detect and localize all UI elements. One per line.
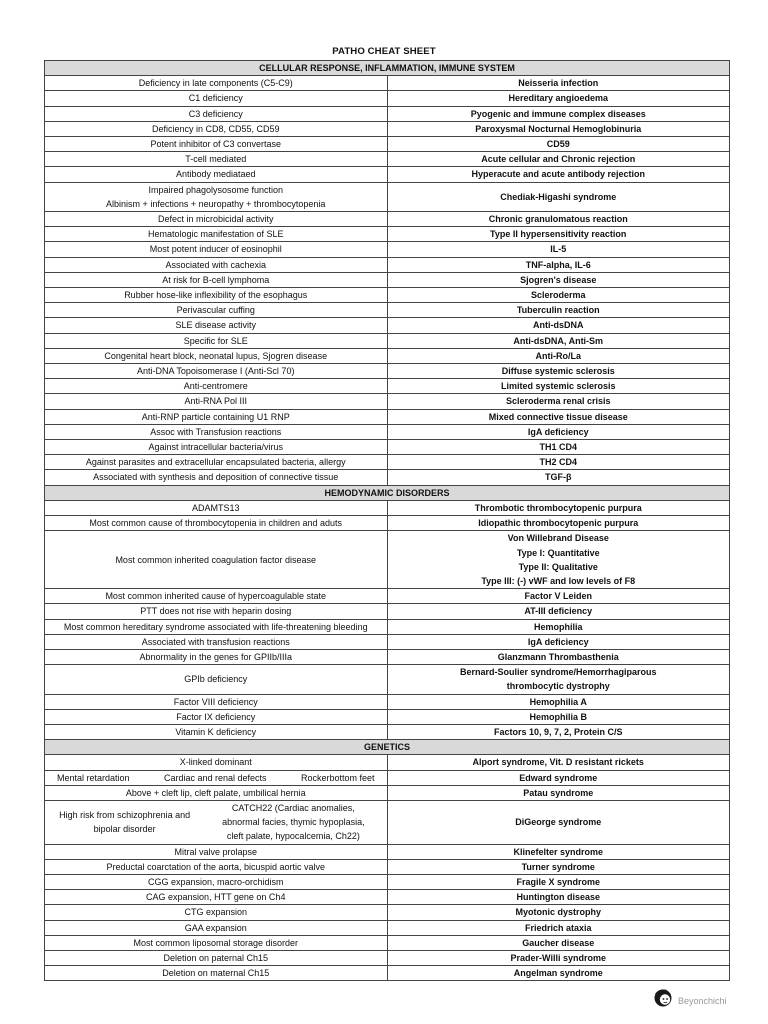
cell-line: Cardiac and renal defects [163, 772, 267, 783]
table-row [45, 709, 730, 724]
cell-line: Chronic granulomatous reaction [488, 214, 628, 225]
cell-line: Anti-RNA Pol III [184, 396, 248, 407]
row-term [45, 724, 388, 739]
cell-line: Above + cleft lip, cleft palate, umbilical hernia [125, 787, 306, 798]
row-term [45, 844, 388, 859]
row-answer [387, 859, 730, 874]
row-answer [387, 935, 730, 950]
cell-line: Scleroderma [530, 290, 586, 301]
row-answer [387, 649, 730, 664]
cell-line: Prader-Willi syndrome [510, 952, 606, 963]
row-term [45, 935, 388, 950]
table-row [45, 227, 730, 242]
cell-line: At risk for B-cell lymphoma [162, 274, 270, 285]
section-heading: HEMODYNAMIC DISORDERS [45, 485, 730, 500]
table-row [45, 272, 730, 287]
table-row [45, 500, 730, 515]
table-row [45, 589, 730, 604]
row-term [45, 257, 388, 272]
row-answer [387, 844, 730, 859]
row-term [45, 604, 388, 619]
row-answer [387, 137, 730, 152]
cell-line: Sjogren's disease [520, 274, 597, 285]
cell-line: Huntington disease [516, 892, 600, 903]
cell-line: Paroxysmal Nocturnal Hemoglobinuria [475, 123, 642, 134]
cell-line: Most common cause of thrombocytopenia in children and aduts [89, 518, 343, 529]
row-term [45, 755, 388, 770]
cell-line: Hemophilia [533, 621, 583, 632]
footer-brand [653, 988, 727, 1013]
cell-line: Potent inhibitor of C3 convertase [150, 139, 282, 150]
table-row [45, 364, 730, 379]
row-answer [387, 182, 730, 211]
row-term [45, 424, 388, 439]
cell-line: Anti-centromere [183, 381, 248, 392]
table-row [45, 770, 730, 785]
cell-line: C1 deficiency [188, 93, 243, 104]
cell-line: Albinism + infections + neuropathy + thrombocytopenia [106, 198, 326, 209]
cell-line: thrombocytic dystrophy [506, 681, 610, 692]
table-row [45, 694, 730, 709]
cell-line: Angelman syndrome [513, 968, 603, 979]
cell-line: Specific for SLE [183, 335, 248, 346]
row-answer [387, 121, 730, 136]
cell-line: Acute cellular and Chronic rejection [481, 154, 636, 165]
table-row [45, 905, 730, 920]
row-term [45, 152, 388, 167]
row-answer [387, 348, 730, 363]
cell-line: Idiopathic thrombocytopenic purpura [478, 518, 639, 529]
table-row [45, 455, 730, 470]
cell-line: CTG expansion [184, 907, 248, 918]
table-row [45, 649, 730, 664]
row-term [45, 212, 388, 227]
table-row [45, 890, 730, 905]
cell-line: Associated with cachexia [165, 259, 267, 270]
table-row [45, 288, 730, 303]
row-answer [387, 619, 730, 634]
cell-line: Rockerbottom feet [300, 772, 375, 783]
cell-line: CD59 [546, 139, 570, 150]
table-row [45, 950, 730, 965]
cell-line: Von Willebrand Disease [507, 533, 609, 544]
table-row [45, 440, 730, 455]
table-row [45, 800, 730, 844]
table-row [45, 333, 730, 348]
row-answer [387, 874, 730, 889]
cell-line: T-cell mediated [185, 154, 247, 165]
row-term [45, 409, 388, 424]
row-term [45, 167, 388, 182]
row-term [45, 348, 388, 363]
row-answer [387, 800, 730, 844]
cell-line: High risk from schizophrenia and [59, 810, 191, 821]
cell-line: Deletion on paternal Ch15 [163, 952, 269, 963]
cell-line: Vitamin K deficiency [175, 726, 257, 737]
cell-line: abnormal facies, thymic hypoplasia, [222, 817, 365, 828]
table-row [45, 409, 730, 424]
cell-line: Friedrich ataxia [524, 922, 592, 933]
cell-line: Anti-DNA Topoisomerase I (Anti-Scl 70) [137, 366, 295, 377]
row-term [45, 106, 388, 121]
cell-line: Chediak-Higashi syndrome [500, 191, 617, 202]
row-term [45, 288, 388, 303]
cell-line: Against intracellular bacteria/virus [148, 442, 284, 453]
cell-line: Mitral valve prolapse [174, 846, 258, 857]
row-term [45, 394, 388, 409]
row-term [45, 859, 388, 874]
row-term [45, 227, 388, 242]
cell-line: Anti-Ro/La [535, 350, 581, 361]
row-answer [387, 167, 730, 182]
cartoon-face-logo-icon [653, 988, 675, 1013]
row-term-group [47, 801, 385, 844]
row-term [45, 91, 388, 106]
cell-line: Defect in microbicidal activity [157, 214, 274, 225]
row-term [45, 182, 388, 211]
cell-line: Klinefelter syndrome [513, 846, 604, 857]
row-answer [387, 424, 730, 439]
cell-line: TH1 CD4 [539, 442, 577, 453]
row-term-part [202, 801, 384, 844]
row-answer [387, 724, 730, 739]
row-term [45, 531, 388, 589]
row-answer [387, 770, 730, 785]
table-row [45, 516, 730, 531]
cell-line: Antibody mediataed [175, 169, 256, 180]
cell-line: Type II: Qualitative [518, 561, 598, 572]
cell-line: Limited systemic sclerosis [500, 381, 616, 392]
cell-line: Factor VIII deficiency [173, 696, 258, 707]
row-answer [387, 379, 730, 394]
cell-line: Type II hypersensitivity reaction [490, 229, 627, 240]
cell-line: Congenital heart block, neonatal lupus, Sjogren disease [104, 350, 328, 361]
cell-line: ADAMTS13 [191, 502, 240, 513]
row-answer [387, 604, 730, 619]
table-row [45, 935, 730, 950]
cell-line: CATCH22 (Cardiac anomalies, [231, 802, 355, 813]
row-answer [387, 920, 730, 935]
row-term [45, 242, 388, 257]
table-row [45, 76, 730, 91]
row-answer [387, 364, 730, 379]
table-row [45, 242, 730, 257]
table-row [45, 106, 730, 121]
cell-line: Anti-dsDNA, Anti-Sm [513, 335, 604, 346]
table-row [45, 212, 730, 227]
row-answer [387, 785, 730, 800]
cell-line: Perivascular cuffing [176, 305, 255, 316]
row-term [45, 785, 388, 800]
row-answer [387, 106, 730, 121]
table-row [45, 303, 730, 318]
cell-line: Factor V Leiden [524, 591, 592, 602]
cell-line: Deficiency in CD8, CD55, CD59 [151, 123, 280, 134]
row-answer [387, 950, 730, 965]
cell-line: Deletion on maternal Ch15 [162, 968, 270, 979]
cell-line: PTT does not rise with heparin dosing [140, 606, 292, 617]
cell-line: CAG expansion, HTT gene on Ch4 [146, 892, 286, 903]
row-term [45, 121, 388, 136]
table-row [45, 785, 730, 800]
cell-line: DiGeorge syndrome [515, 817, 602, 828]
row-answer [387, 755, 730, 770]
cell-line: Most common inherited coagulation factor disease [115, 554, 317, 565]
cell-line: Patau syndrome [523, 787, 594, 798]
cell-line: Pyogenic and immune complex diseases [470, 108, 646, 119]
table-row [45, 859, 730, 874]
cell-line: Assoc with Transfusion reactions [150, 426, 282, 437]
table-row [45, 121, 730, 136]
cell-line: Abnormality in the genes for GPIIb/IIIa [139, 651, 293, 662]
table-row [45, 531, 730, 589]
cell-line: C3 deficiency [188, 108, 243, 119]
row-term [45, 333, 388, 348]
table-row [45, 152, 730, 167]
row-answer [387, 303, 730, 318]
cell-line: Myotonic dystrophy [515, 907, 601, 918]
row-term [45, 920, 388, 935]
table-row [45, 182, 730, 211]
cell-line: Factor IX deficiency [176, 711, 256, 722]
cell-line: IgA deficiency [527, 636, 589, 647]
row-answer [387, 589, 730, 604]
cell-line: TNF-alpha, IL-6 [525, 259, 591, 270]
row-answer [387, 409, 730, 424]
row-term [45, 649, 388, 664]
cell-line: cleft palate, hypocalcemia, Ch22) [226, 831, 360, 842]
cell-line: Anti-dsDNA [533, 320, 584, 331]
row-term [45, 770, 388, 785]
row-answer [387, 665, 730, 694]
brand-name: Beyonchichi [678, 995, 727, 1006]
cell-line: Against parasites and extracellular encapsulated bacteria, allergy [85, 457, 346, 468]
row-term [45, 470, 388, 485]
cell-line: Turner syndrome [521, 861, 595, 872]
row-term [45, 137, 388, 152]
cell-line: IL-5 [550, 244, 567, 255]
cell-line: bipolar disorder [93, 824, 156, 835]
cell-line: Glanzmann Thrombasthenia [497, 651, 619, 662]
cell-line: CGG expansion, macro-orchidism [147, 876, 284, 887]
row-term [45, 318, 388, 333]
row-answer [387, 91, 730, 106]
row-answer [387, 500, 730, 515]
row-answer [387, 905, 730, 920]
cheat-sheet-table [44, 60, 730, 981]
row-term [45, 516, 388, 531]
section-heading: CELLULAR RESPONSE, INFLAMMATION, IMMUNE SYSTEM [45, 61, 730, 76]
table-row [45, 379, 730, 394]
cell-line: Edward syndrome [519, 772, 598, 783]
cell-line: Bernard-Soulier syndrome/Hemorrhagiparous [459, 667, 657, 678]
cell-line: Alport syndrome, Vit. D resistant rickets [472, 757, 644, 768]
row-answer [387, 890, 730, 905]
row-answer [387, 152, 730, 167]
section-header-row [45, 740, 730, 755]
table-row [45, 665, 730, 694]
cell-line: Hemophilia B [529, 711, 587, 722]
cell-line: Rubber hose-like inflexibility of the esophagus [124, 290, 308, 301]
row-answer [387, 227, 730, 242]
row-term [45, 272, 388, 287]
table-row [45, 920, 730, 935]
row-answer [387, 394, 730, 409]
row-term [45, 589, 388, 604]
cell-line: Scleroderma renal crisis [505, 396, 611, 407]
row-answer [387, 531, 730, 589]
row-term [45, 709, 388, 724]
row-term [45, 665, 388, 694]
cell-line: Deficiency in late components (C5-C9) [138, 78, 293, 89]
cell-line: TGF-β [545, 472, 572, 483]
cell-line: Fragile X syndrome [516, 876, 601, 887]
cell-line: Hematologic manifestation of SLE [147, 229, 284, 240]
row-answer [387, 694, 730, 709]
section-header-row [45, 61, 730, 76]
cell-line: TH2 CD4 [539, 457, 577, 468]
row-term [45, 950, 388, 965]
table-row [45, 424, 730, 439]
cell-line: Type III: (-) vWF and low levels of F8 [481, 575, 636, 586]
table-row [45, 91, 730, 106]
cell-line: Impaired phagolysosome function [148, 184, 284, 195]
row-answer [387, 516, 730, 531]
table-row [45, 394, 730, 409]
table-row [45, 619, 730, 634]
row-term-group [47, 771, 385, 785]
table-row [45, 604, 730, 619]
cell-line: Most common hereditary syndrome associated with life-threatening bleeding [63, 621, 368, 632]
table-row [45, 755, 730, 770]
table-row [45, 844, 730, 859]
table-row [45, 724, 730, 739]
row-term [45, 800, 388, 844]
table-row [45, 167, 730, 182]
row-term [45, 619, 388, 634]
cell-line: X-linked dominant [179, 757, 252, 768]
row-term [45, 379, 388, 394]
row-answer [387, 709, 730, 724]
cell-line: IgA deficiency [527, 426, 589, 437]
cell-line: AT-III deficiency [524, 606, 593, 617]
section-heading: GENETICS [45, 740, 730, 755]
row-term [45, 966, 388, 981]
row-answer [387, 634, 730, 649]
row-answer [387, 76, 730, 91]
page-title: PATHO CHEAT SHEET [332, 46, 436, 57]
row-answer [387, 212, 730, 227]
row-term [45, 440, 388, 455]
row-answer [387, 242, 730, 257]
cell-line: Hereditary angioedema [508, 93, 609, 104]
cell-line: Most common liposomal storage disorder [133, 937, 299, 948]
row-answer [387, 288, 730, 303]
row-term [45, 303, 388, 318]
cell-line: Associated with transfusion reactions [141, 636, 290, 647]
table-row [45, 634, 730, 649]
row-answer [387, 318, 730, 333]
row-term [45, 905, 388, 920]
cell-line: Mental retardation [57, 772, 130, 783]
cell-line: Hyperacute and acute antibody rejection [471, 169, 646, 180]
row-term [45, 76, 388, 91]
row-answer [387, 440, 730, 455]
cell-line: Most common inherited cause of hypercoagulable state [105, 591, 327, 602]
table-row [45, 966, 730, 981]
cell-line: Factors 10, 9, 7, 2, Protein C/S [493, 726, 623, 737]
row-term [45, 694, 388, 709]
table-row [45, 137, 730, 152]
row-answer [387, 333, 730, 348]
row-term [45, 455, 388, 470]
row-answer [387, 257, 730, 272]
cell-line: Gaucher disease [522, 937, 595, 948]
cell-line: Associated with synthesis and deposition of connective tissue [93, 472, 339, 483]
row-term [45, 500, 388, 515]
row-term [45, 364, 388, 379]
row-term [45, 890, 388, 905]
cell-line: Anti-RNP particle containing U1 RNP [141, 411, 290, 422]
cell-line: Type I: Quantitative [516, 547, 600, 558]
table-row [45, 874, 730, 889]
row-answer [387, 272, 730, 287]
cell-line: GPIb deficiency [184, 674, 248, 685]
row-answer [387, 455, 730, 470]
table-row [45, 470, 730, 485]
cell-line: Mixed connective tissue disease [488, 411, 628, 422]
table-row [45, 318, 730, 333]
row-term [45, 634, 388, 649]
cell-line: Hemophilia A [529, 696, 587, 707]
cell-line: SLE disease activity [175, 320, 257, 331]
table-row [45, 348, 730, 363]
row-term-part [47, 808, 202, 836]
row-term [45, 874, 388, 889]
cell-line: Thrombotic thrombocytopenic purpura [474, 502, 642, 513]
cell-line: GAA expansion [184, 922, 247, 933]
cell-line: Most potent inducer of eosinophil [149, 244, 282, 255]
section-header-row [45, 485, 730, 500]
row-answer [387, 470, 730, 485]
table-row [45, 257, 730, 272]
cell-line: Preductal coarctation of the aorta, bicuspid aortic valve [106, 861, 326, 872]
cell-line: Tuberculin reaction [516, 305, 600, 316]
cell-line: Neisseria infection [518, 78, 599, 89]
cell-line: Diffuse systemic sclerosis [501, 366, 615, 377]
row-answer [387, 966, 730, 981]
